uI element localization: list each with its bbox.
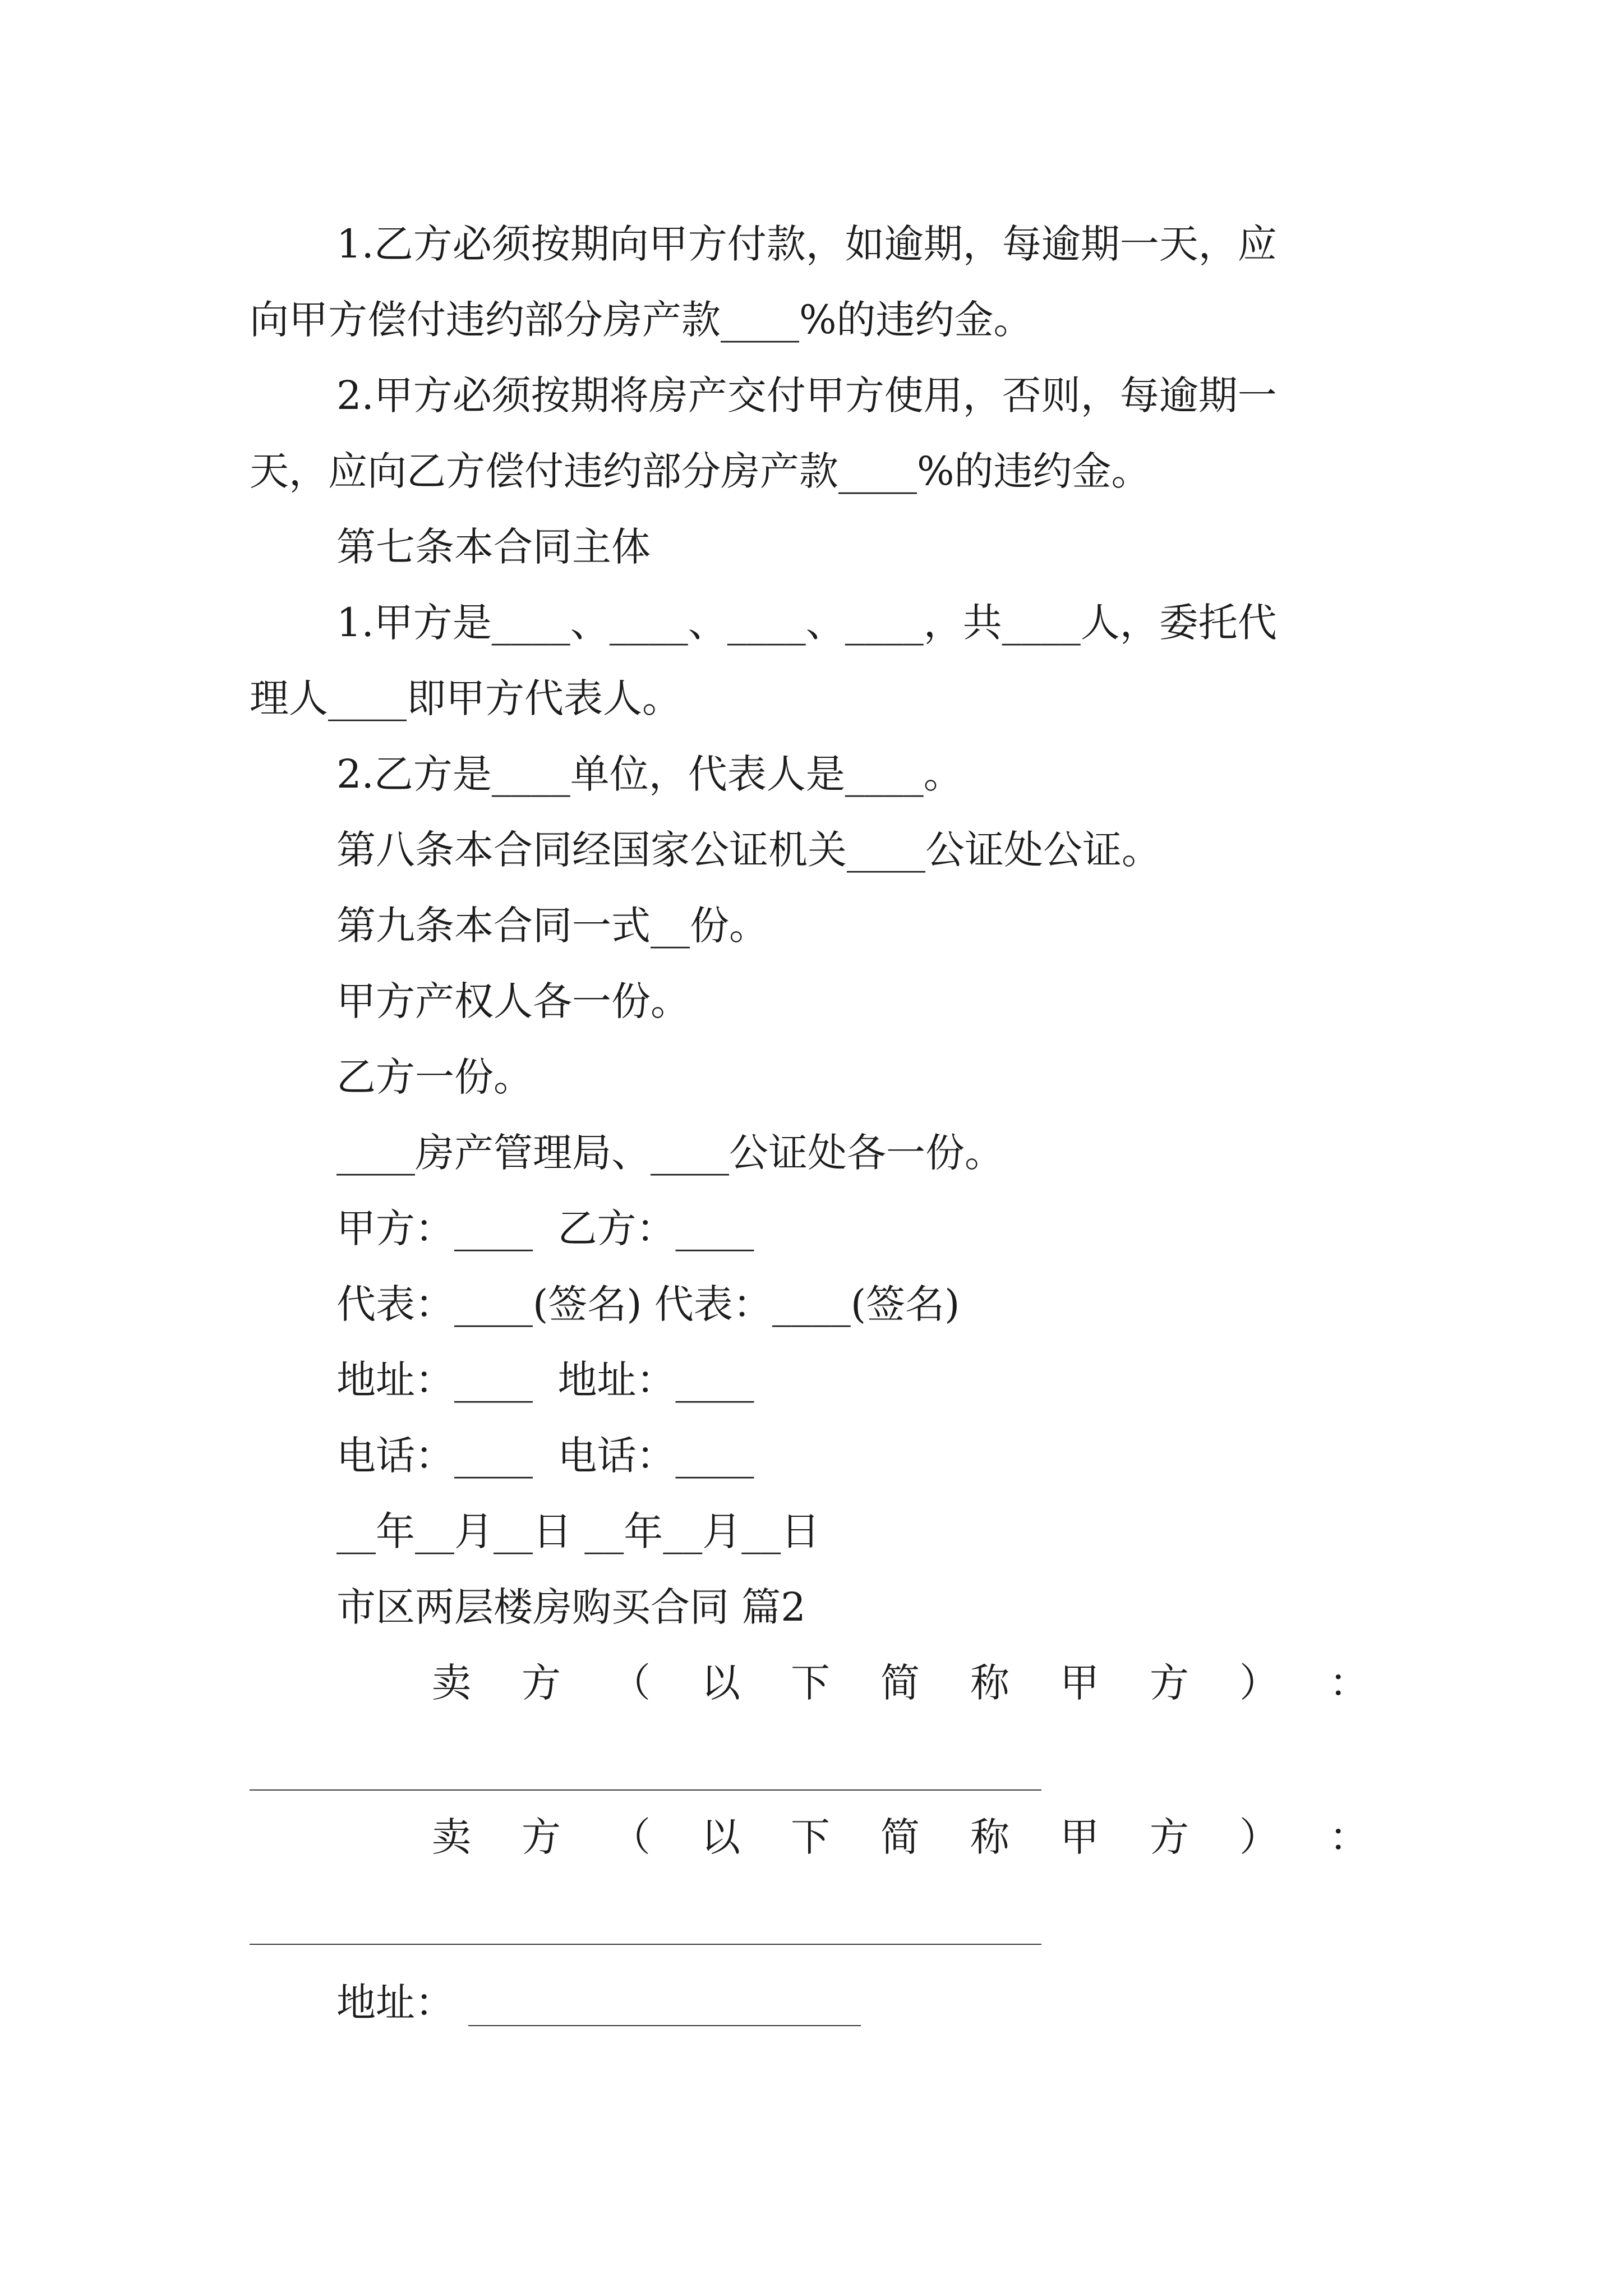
seller-char: 下 [791,1814,830,1860]
signature-representatives: 代表：____(签名) 代表：____(签名) [336,1281,960,1327]
seller-char: 称 [970,1814,1009,1860]
signature-party-names: 甲方：____ 乙方：____ [336,1205,754,1251]
address-label: 地址： [336,1980,454,2026]
seller-line-2 [432,1815,1368,1860]
seller-char: 下 [791,1660,830,1706]
seller-char: 甲 [1060,1814,1099,1860]
seller-char: ） [1239,1660,1279,1706]
copy-distribution-authorities: ____房产管理局、____公证处各一份。 [336,1130,1004,1176]
seller-char: 简 [880,1814,920,1860]
seller-char: （ [611,1814,651,1860]
seller-fill-line-2 [250,1944,1041,1945]
seller-char: ： [1329,1814,1368,1860]
seller-char: ： [1329,1660,1368,1706]
clause-6-item-1-line-1: 1.乙方必须按期向甲方付款，如逾期，每逾期一天，应 [336,221,1277,267]
signature-addresses: 地址：____ 地址：____ [336,1357,754,1403]
seller-char: 简 [880,1660,920,1706]
seller-fill-line-1 [250,1789,1041,1791]
address-fill-line [468,2025,861,2026]
seller-char: 甲 [1060,1660,1099,1706]
signature-dates: __年__月__日 __年__月__日 [336,1508,820,1554]
seller-char: 称 [970,1660,1009,1706]
signature-phones: 电话：____ 电话：____ [336,1433,754,1479]
clause-6-item-1-line-2: 向甲方偿付违约部分房产款____%的违约金。 [250,297,1033,343]
seller-char: 卖 [432,1814,471,1860]
clause-9: 第九条本合同一式__份。 [336,903,768,949]
clause-7-item-1-line-1: 1.甲方是____、____、____、____，共____人，委托代 [336,600,1277,646]
clause-7-heading: 第七条本合同主体 [336,524,651,570]
seller-char: 方 [522,1814,561,1860]
seller-char: 以 [701,1660,740,1706]
seller-char: 方 [1150,1814,1189,1860]
seller-char: 方 [1150,1660,1189,1706]
clause-7-item-1-line-2: 理人____即甲方代表人。 [250,675,681,721]
seller-char: 方 [522,1660,561,1706]
clause-8: 第八条本合同经国家公证机关____公证处公证。 [336,827,1161,873]
seller-char: ） [1239,1814,1279,1860]
clause-6-item-2-line-1: 2.甲方必须按期将房产交付甲方使用，否则，每逾期一 [336,372,1277,418]
seller-char: （ [611,1660,651,1706]
clause-6-item-2-line-2: 天，应向乙方偿付违约部分房产款____%的违约金。 [250,448,1151,494]
clause-7-item-2: 2.乙方是____单位，代表人是____。 [336,751,963,797]
section-heading-part-2: 市区两层楼房购买合同 篇2 [336,1584,806,1630]
copy-distribution-party-a: 甲方产权人各一份。 [336,978,690,1024]
seller-char: 卖 [432,1660,471,1706]
seller-line-1 [432,1660,1368,1705]
copy-distribution-party-b: 乙方一份。 [336,1054,533,1100]
seller-char: 以 [701,1814,740,1860]
